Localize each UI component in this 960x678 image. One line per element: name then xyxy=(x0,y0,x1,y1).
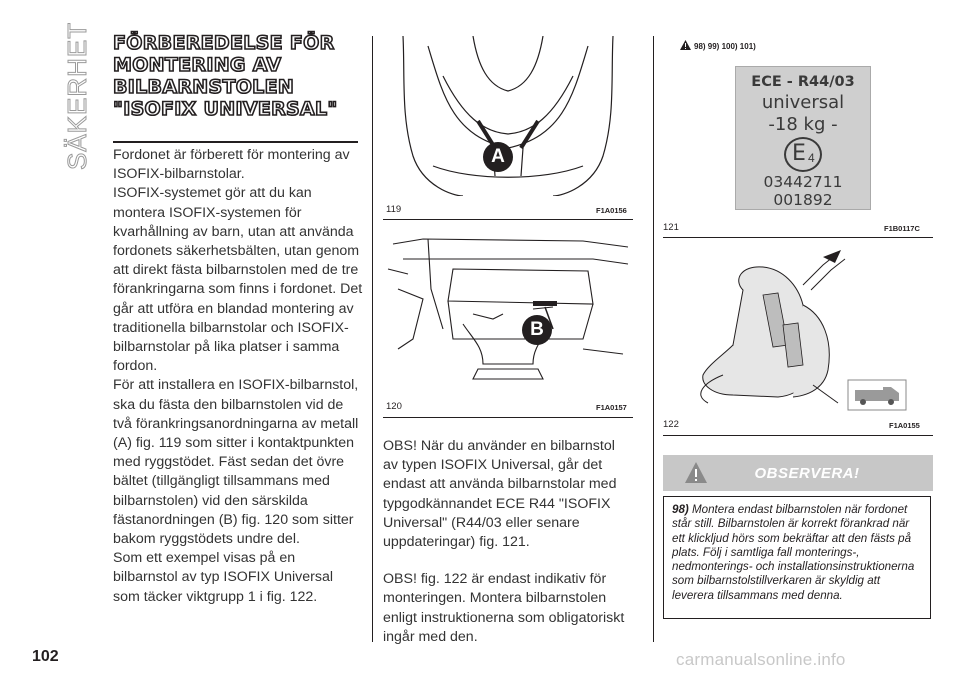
figure-119 xyxy=(383,36,633,196)
figure-number: 119 xyxy=(386,204,402,215)
watermark: carmanualsonline.info xyxy=(676,650,846,669)
callout-b: B xyxy=(522,315,552,345)
warning-references xyxy=(680,40,756,51)
column-divider xyxy=(653,36,654,642)
paragraph: OBS! När du använder en bilbarnstol av typen ISOFIX Universal, går det endast att använda bilbarnstolar med typgodkännandet ECE R44 "ISOFIX Universal" (R44/03 eller senare uppdateringar) fig. 121. xyxy=(383,438,617,551)
approval-class: universal xyxy=(761,92,845,113)
callout-a: A xyxy=(483,142,513,172)
figure-rule xyxy=(383,417,633,418)
warning-icon xyxy=(680,40,691,50)
paragraph: ISOFIX-systemet gör att du kan montera ISOFIX-systemen för kvarhållning av barn, utan att använda fordonets säkerhetsbälten, utan genom att direkt fästa bilbarnstolen med de tre förankringarna som finns i fordonet. Det går att utföra en blandad montering av traditionella bilbarnstolar och ISOFIX-bilbarnstolar på lika platser i samma fordon. xyxy=(113,185,363,375)
figure-code: F1A0155 xyxy=(889,421,920,430)
e-mark-icon xyxy=(784,137,822,172)
figure-120 xyxy=(383,229,633,389)
figure-code: F1A0156 xyxy=(596,206,627,215)
figure-code: F1B0117C xyxy=(884,224,920,233)
figure-122 xyxy=(663,245,933,410)
warning-ref: 98) xyxy=(672,503,689,516)
figure-rule xyxy=(383,219,633,220)
warning-icon xyxy=(685,461,719,485)
warning-refs-text: 98) 99) 100) 101) xyxy=(694,42,756,51)
e-mark-letter: E xyxy=(792,141,806,166)
figure-number: 122 xyxy=(663,419,679,430)
page-number: 102 xyxy=(32,648,59,665)
figure-rule xyxy=(663,435,933,436)
approval-serial: 001892 xyxy=(773,191,833,209)
paragraph: Fordonet är förberett för montering av ISOFIX-bilbarnstolar. xyxy=(113,147,350,183)
figure-rule xyxy=(663,237,933,238)
figure-code: F1A0157 xyxy=(596,403,627,412)
paragraph: För att installera en ISOFIX-bilbarnstol, ska du fästa den bilbarnstolen vid de två förankringsanordningarna av metall (A) fig. 119 som sitter i kontaktpunkten med ryggstödet. Fäst sedan det övre bältet (tillgängligt tillsammans med bilbarnstolen) vid den särskilda fästanordningen (B) fig. 120 som sitter bakom ryggstödets undre del. xyxy=(113,377,359,548)
column-2 xyxy=(383,437,633,647)
paragraph: Som ett exempel visas på en bilbarnstol av typ ISOFIX Universal som täcker viktgrupp 1 i fig. 122. xyxy=(113,550,333,605)
column-1 xyxy=(113,146,363,607)
approval-standard: ECE - R44/03 xyxy=(751,74,855,90)
warning-text: Montera endast bilbarnstolen när fordonet står still. Bilbarnstolen är korrekt förankrad när ett klickljud hörs som bekräftar att den fästs på plats. Följ i samtliga fall monterings-, nedmonterings- och installationsinstruktionerna som bilbarnstolstillverkaren är skyldig att leverera tillsammans med denna. xyxy=(672,503,915,602)
page-title: FÖRBEREDELSE FÖR MONTERING AV BILBARNSTOLEN "ISOFIX UNIVERSAL" xyxy=(113,32,338,120)
e-mark-number: 4 xyxy=(808,151,815,165)
approval-weight: -18 kg - xyxy=(768,114,838,135)
warning-header xyxy=(663,455,933,491)
seat-rear-illustration xyxy=(383,229,633,389)
warning-box xyxy=(663,496,931,619)
column-divider xyxy=(372,36,373,642)
title-divider xyxy=(113,141,358,143)
warning-title: OBSERVERA! xyxy=(754,464,860,482)
approval-number: 03442711 xyxy=(763,173,843,191)
approval-label xyxy=(735,66,871,210)
figure-number: 120 xyxy=(386,401,402,412)
figure-number: 121 xyxy=(663,222,679,233)
seat-anchor-illustration xyxy=(383,36,633,196)
van-icon xyxy=(847,379,907,416)
paragraph: OBS! fig. 122 är endast indikativ för monteringen. Montera bilbarnstolen enligt instruktionerna som obligatoriskt ingår med den. xyxy=(383,571,625,645)
section-tab: SÄKERHET xyxy=(62,21,92,170)
